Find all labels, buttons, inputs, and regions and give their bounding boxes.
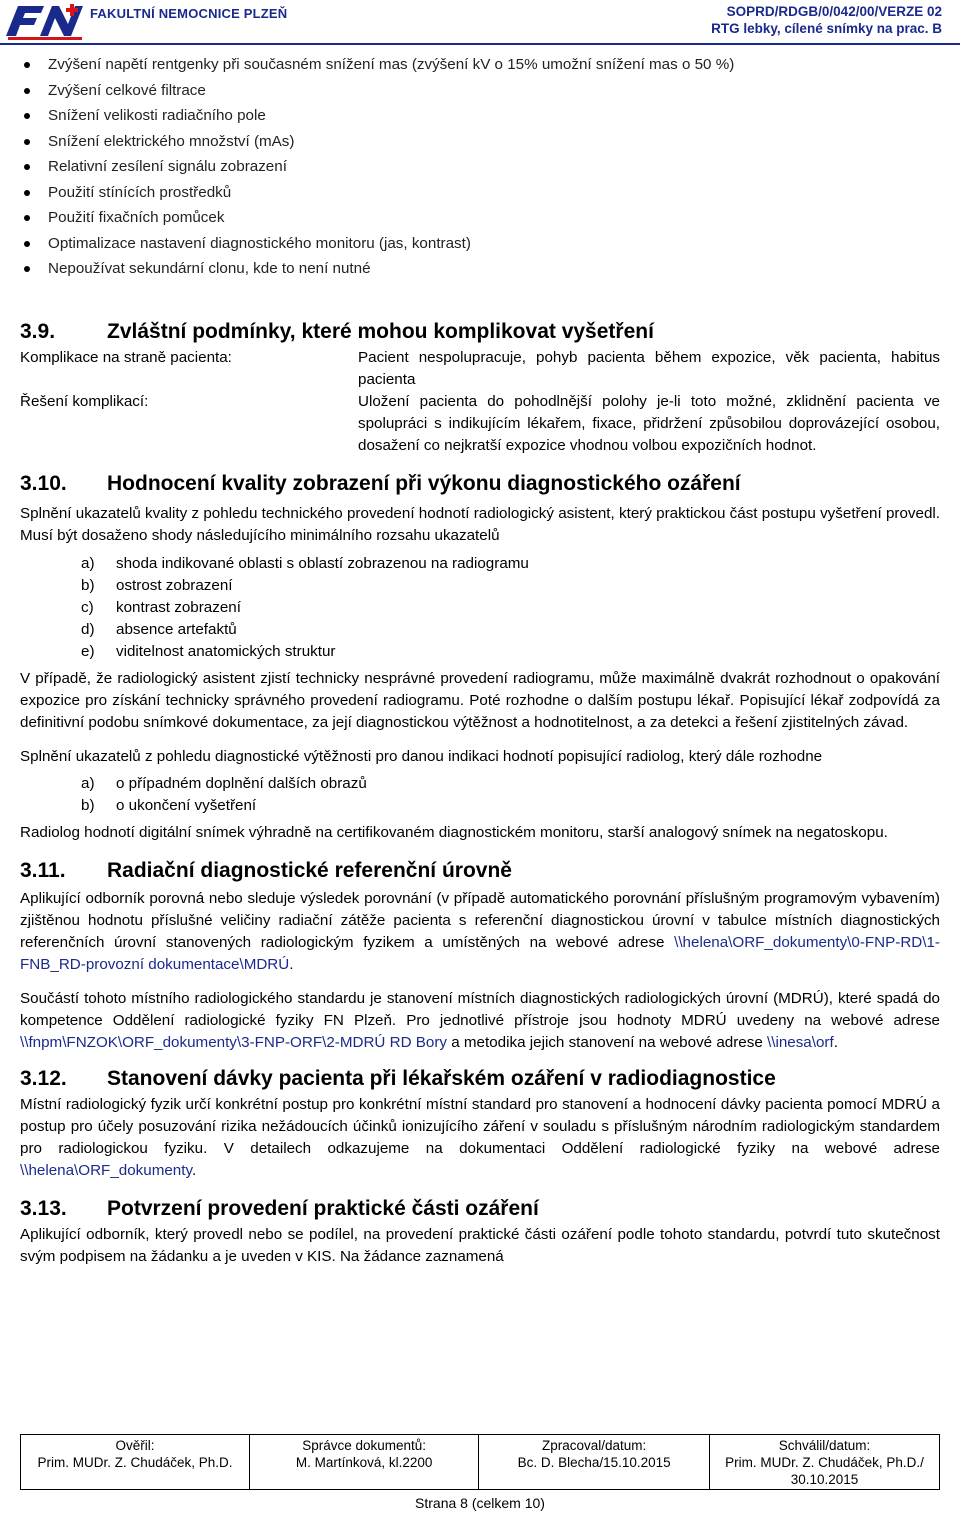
complications-value: Pacient nespolupracuje, pohyb pacienta během expozice, věk pacienta, habitus pacienta <box>358 348 940 388</box>
paragraph: Místní radiologický fyzik určí konkrétní postup pro konkrétní místní standard pro stanovení a hodnocení dávky pacienta pomocí MDRÚ a postup pro účely posuzování rizika nežádoucích účinků ionizujícího záření v souladu s příslušným národním radiologickým standardem pro radiologickou fyziku. V detailech odkazujeme na dokumentaci Oddělení radiologické fyziky na webové adrese \\helena\ORF_dokumenty. <box>20 1095 940 1179</box>
quality-indicators-list <box>20 553 940 663</box>
verified-cell: Ověřil: Prim. MUDr. Z. Chudáček, Ph.D. <box>21 1435 250 1490</box>
list-item: Snížení elektrického množství (mAs) <box>20 131 940 157</box>
paragraph: V případě, že radiologický asistent zjistí technicky nesprávné provedení radiogramu, může maximálně dvakrát rozhodnout o opakování expozice pro získání technicky správného provedení radiogramu. Poté rozhodne o dalším postupu lékař. Popisující lékař zodpovídá za definitivní podobu snímkové dokumentace, za její diagnostickou výtěžnost a hodnotitelnost, a za detekci a řešení zjistitelných závad. <box>20 669 940 731</box>
page-header <box>0 0 960 46</box>
mdru-table-link[interactable]: \\helena\ORF_dokumenty\0-FNP-RD\1-FNB_RD-provozní dokumentace\MDRÚ <box>20 933 940 973</box>
page-number: Strana 8 (celkem 10) <box>415 1495 545 1511</box>
bullet-icon <box>24 113 30 119</box>
bullet-icon <box>24 190 30 196</box>
optimization-list <box>20 54 940 284</box>
bullet-icon <box>24 215 30 221</box>
list-item: Relativní zesílení signálu zobrazení <box>20 156 940 182</box>
paragraph: Součástí tohoto místního radiologického standardu je stanovení místních diagnostických radiologických úrovní (MDRÚ), které spadá do kompetence Oddělení radiologické fyziky FN Plzeň. Pro jednotlivé přístroje jsou hodnoty MDRÚ uvedeny na webové adrese \\fnpm\FNZOK\ORF_dokumenty\3-FNP-ORF\2-MDRÚ RD Bory a metodika jejich stanovení na webové adrese \\inesa\orf. <box>20 989 940 1051</box>
document-code: SOPRD/RDGB/0/042/00/VERZE 02 <box>726 4 942 19</box>
document-title: RTG lebky, cílené snímky na prac. B <box>711 21 942 36</box>
document-body <box>20 54 940 1268</box>
doc-manager-cell: Správce dokumentů: M. Martínková, kl.2200 <box>250 1435 479 1490</box>
bullet-icon <box>24 266 30 272</box>
bullet-icon <box>24 88 30 94</box>
solutions-label: Řešení komplikací: <box>20 392 149 410</box>
radiologist-decision-list <box>20 773 940 817</box>
list-item: d) absence artefaktů <box>81 620 237 638</box>
bullet-icon <box>24 62 30 68</box>
paragraph: Splnění ukazatelů kvality z pohledu technického provedení hodnotí radiologický asistent, který praktickou část postupu vyšetření provedl. Musí být dosaženo shody následujícího minimálního rozsahu ukazatelů <box>20 504 940 544</box>
list-item: b) o ukončení vyšetření <box>81 796 257 814</box>
orf-documents-link[interactable]: \\helena\ORF_dokumenty <box>20 1161 192 1179</box>
hospital-logo <box>4 2 86 42</box>
list-item: Optimalizace nastavení diagnostického monitoru (jas, kontrast) <box>20 233 940 259</box>
bullet-icon <box>24 164 30 170</box>
list-item: Použití fixačních pomůcek <box>20 207 940 233</box>
list-item: Snížení velikosti radiačního pole <box>20 105 940 131</box>
list-item: Nepoužívat sekundární clonu, kde to není nutné <box>20 258 940 284</box>
bullet-icon <box>24 241 30 247</box>
paragraph: Radiolog hodnotí digitální snímek výhradně na certifikovaném diagnostickém monitoru, starší analogový snímek na negatoskopu. <box>20 823 888 841</box>
list-item: a) shoda indikované oblasti s oblastí zobrazenou na radiogramu <box>81 554 529 572</box>
list-item: a) o případném doplnění dalších obrazů <box>81 774 367 792</box>
header-divider <box>0 43 960 45</box>
section-heading-3-13: 3.13. Potvrzení provedení praktické části ozáření <box>20 1196 539 1220</box>
list-item: c) kontrast zobrazení <box>81 598 241 616</box>
list-item: Zvýšení napětí rentgenky při současném snížení mas (zvýšení kV o 15% umožní snížení mas o 50 %) <box>20 54 940 80</box>
hospital-name: FAKULTNÍ NEMOCNICE PLZEŇ <box>90 6 288 21</box>
paragraph: Splnění ukazatelů z pohledu diagnostické výtěžnosti pro danou indikaci hodnotí popisující radiolog, který dále rozhodne <box>20 747 823 765</box>
section-heading-3-9: 3.9. Zvláštní podmínky, které mohou komplikovat vyšetření <box>20 319 654 343</box>
prepared-cell: Zpracoval/datum: Bc. D. Blecha/15.10.2015 <box>479 1435 710 1490</box>
section-heading-3-10: 3.10. Hodnocení kvality zobrazení při výkonu diagnostického ozáření <box>20 471 741 495</box>
approved-cell: Schválil/datum: Prim. MUDr. Z. Chudáček, Ph.D./ 30.10.2015 <box>710 1435 940 1490</box>
approval-table <box>20 1434 940 1490</box>
methodology-link[interactable]: \\inesa\orf <box>767 1033 834 1051</box>
mdru-device-link[interactable]: \\fnpm\FNZOK\ORF_dokumenty\3-FNP-ORF\2-MDRÚ RD Bory <box>20 1033 448 1051</box>
list-item: b) ostrost zobrazení <box>81 576 233 594</box>
complications-label: Komplikace na straně pacienta: <box>20 348 232 366</box>
list-item: Zvýšení celkové filtrace <box>20 80 940 106</box>
complications-table <box>20 347 940 457</box>
paragraph: Aplikující odborník porovná nebo sleduje výsledek porovnání (v případě automatického porovnání příslušným programovým vybavením) zjištěnou hodnotu příslušné veličiny radiační zátěže pacienta s referenční diagnostickou úrovní v tabulce místních diagnostických referenčních úrovní stanovených radiologickým fyzikem a umístěných na webové adrese \\helena\ORF_dokumenty\0-FNP-RD\1-FNB_RD-provozní dokumentace\MDRÚ. <box>20 889 940 973</box>
bullet-icon <box>24 139 30 145</box>
section-heading-3-11: 3.11. Radiační diagnostické referenční úrovně <box>20 858 512 882</box>
section-heading-3-12: 3.12. Stanovení dávky pacienta při lékařském ozáření v radiodiagnostice <box>20 1066 776 1090</box>
list-item: e) viditelnost anatomických struktur <box>81 642 336 660</box>
paragraph: Aplikující odborník, který provedl nebo se podílel, na provedení praktické části ozáření podle tohoto standardu, potvrdí tuto skutečnost svým podpisem na žádanku a je uveden v KIS. Na žádance zaznamená <box>20 1225 940 1265</box>
document-id <box>711 3 942 37</box>
list-item: Použití stínících prostředků <box>20 182 940 208</box>
solutions-value: Uložení pacienta do pohodlnější polohy je-li toto možné, zklidnění pacienta ve spolupráci s indikujícím lékařem, fixace, přidržení způsobilou doprovázející osobou, dosažení co nejkratší expozice vhodnou volbou expozičních hodnot. <box>358 392 940 454</box>
